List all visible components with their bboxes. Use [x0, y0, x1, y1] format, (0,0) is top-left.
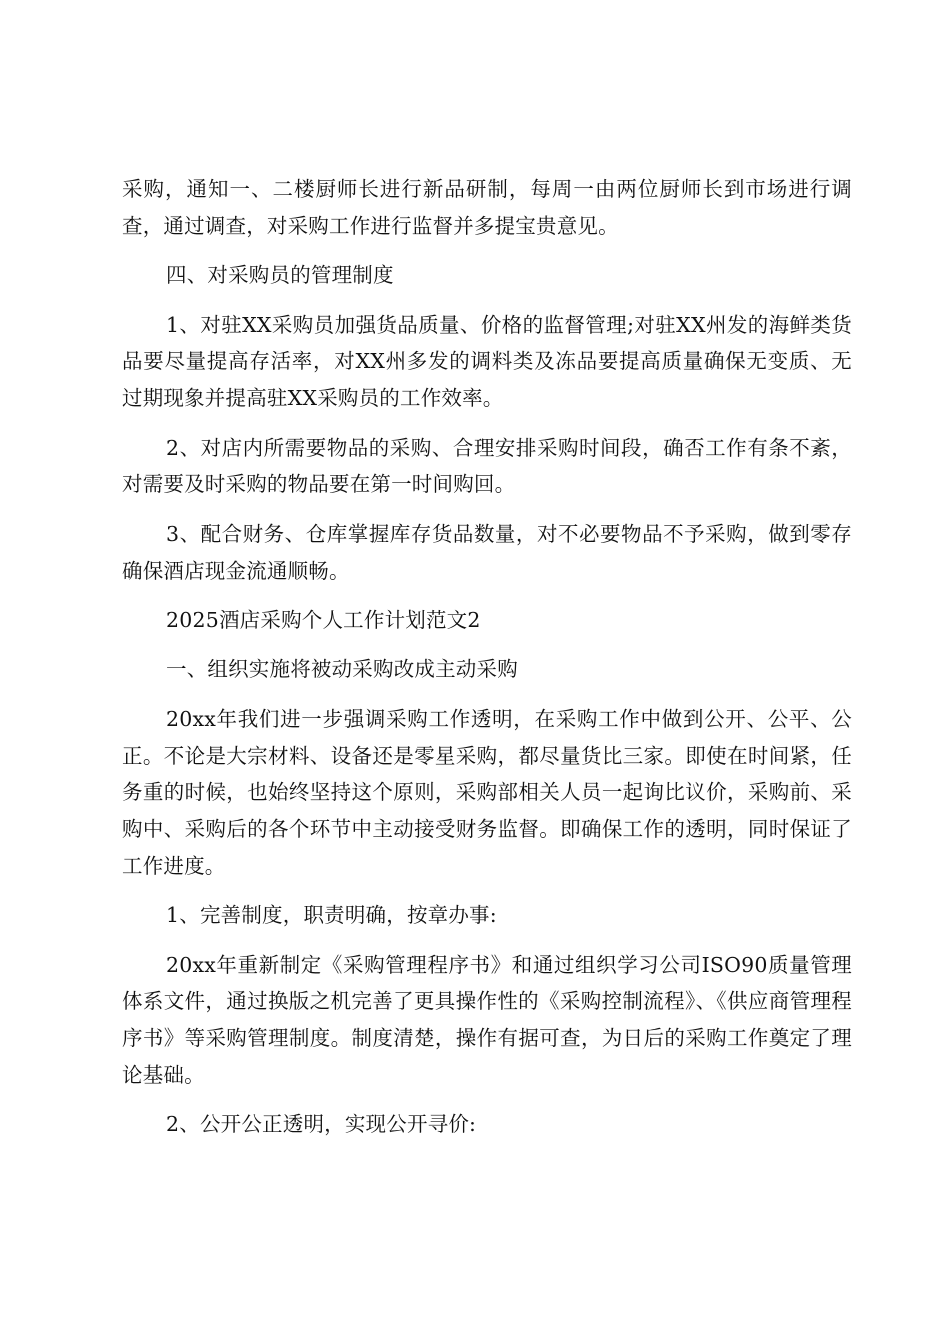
section-heading-4: 四、对采购员的管理制度 — [166, 263, 394, 288]
sub-heading-2: 2、公开公正透明，实现公开寻价: — [166, 1112, 477, 1137]
sub-heading-1: 1、完善制度，职责明确，按章办事: — [166, 903, 497, 928]
paragraph-item-3: 3、配合财务、仓库掌握库存货品数量，对不必要物品不予采购，做到零存确保酒店现金流通顺畅。 — [122, 521, 852, 583]
paragraph-continuation: 采购，通知一、二楼厨师长进行新品研制，每周一由两位厨师长到市场进行调查，通过调查，对采购工作进行监督并多提宝贵意见。 — [122, 177, 852, 238]
paragraph-item-1: 1、对驻XX采购员加强货品质量、价格的监督管理;对驻XX州发的海鲜类货品要尽量提高存活率，对XX州多发的调料类及冻品要提高质量确保无变质、无过期现象并提高驻XX采购员的工作效率。 — [122, 312, 852, 411]
document-subtitle: 2025酒店采购个人工作计划范文2 — [166, 607, 481, 632]
section-heading-1: 一、组织实施将被动采购改成主动采购 — [166, 657, 518, 682]
paragraph-body: 20xx年我们进一步强调采购工作透明，在采购工作中做到公开、公平、公正。不论是大宗材料、设备还是零星采购，都尽量货比三家。即使在时间紧，任务重的时候，也始终坚持这个原则，采购部相关人员一起询比议价，采购前、采购中、采购后的各个环节中主动接受财务监督。即确保工作的透明，同时保证了工作进度。 — [122, 706, 852, 878]
paragraph-item-2: 2、对店内所需要物品的采购、合理安排采购时间段，确否工作有条不紊，对需要及时采购的物品要在第一时间购回。 — [122, 435, 852, 497]
paragraph-body: 20xx年重新制定《采购管理程序书》和通过组织学习公司ISO90质量管理体系文件，通过换版之机完善了更具操作性的《采购控制流程》、《供应商管理程序书》等采购管理制度。制度清楚，操作有据可查，为日后的采购工作奠定了理论基础。 — [122, 952, 852, 1088]
document-body — [122, 171, 852, 1156]
